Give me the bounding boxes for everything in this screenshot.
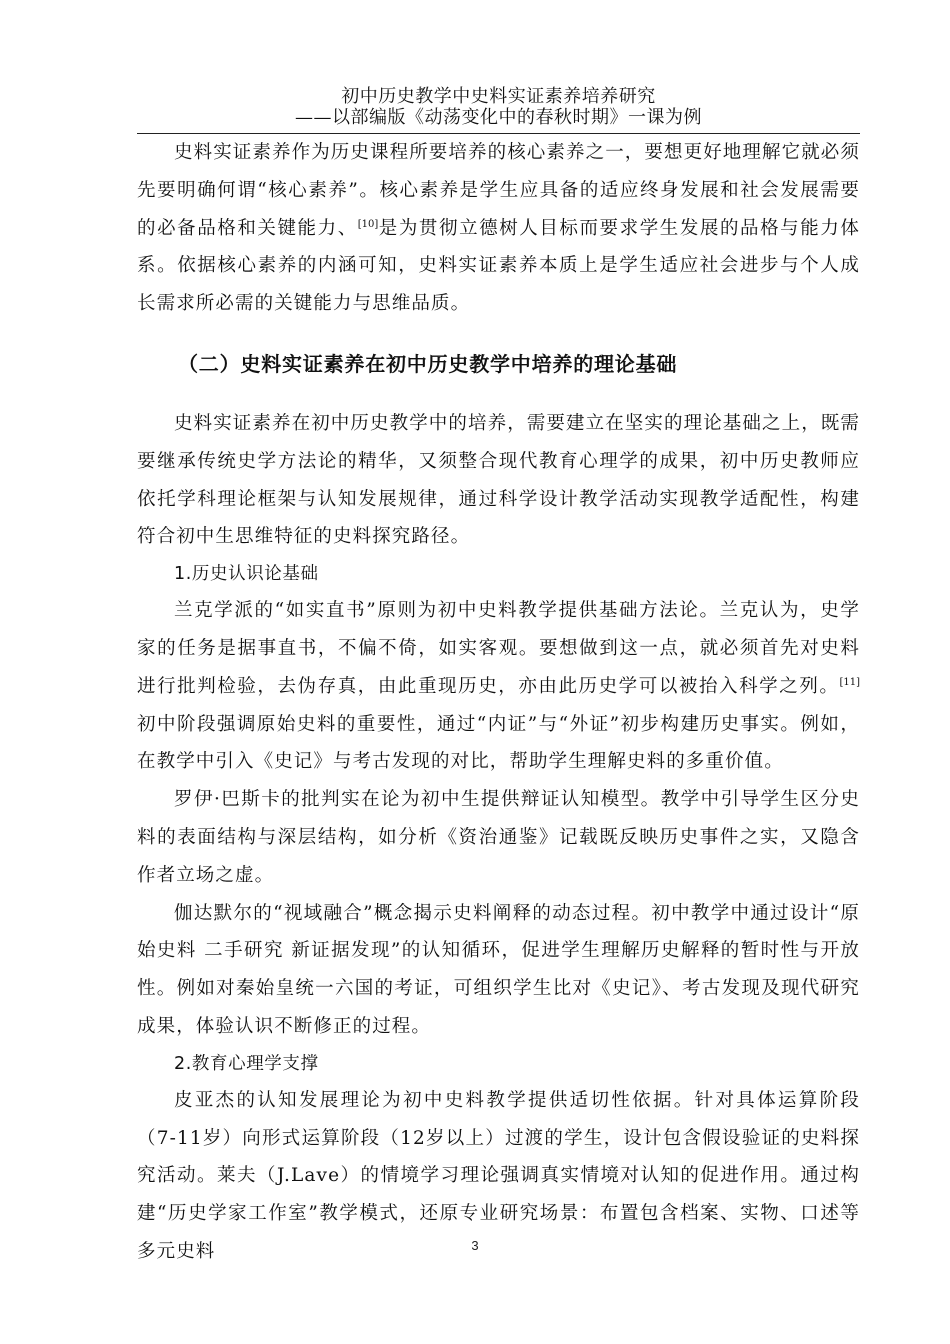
paragraph-theory-intro: 史料实证素养在初中历史教学中的培养，需要建立在坚实的理论基础之上，既需要继承传统史学方法论的精华，又须整合现代教育心理学的成果，初中历史教师应依托学科理论框架与认知发展规律，通过科学设计教学活动实现教学适配性，构建符合初中生思维特征的史料探究路径。 <box>137 412 861 548</box>
header-title-line-2: ——以部编版《动荡变化中的春秋时期》一课为例 <box>295 107 702 128</box>
subheading-historical-epistemology: 1.历史认识论基础 <box>174 564 319 585</box>
section-heading: （二）史料实证素养在初中历史教学中培养的理论基础 <box>178 351 678 376</box>
page-number: 3 <box>471 1238 479 1253</box>
running-header <box>137 86 860 128</box>
header-title-line-1: 初中历史教学中史料实证素养培养研究 <box>341 86 656 107</box>
paragraph-ranke: 兰克学派的“如实直书”原则为初中史料教学提供基础方法论。兰克认为，史学家的任务是据事直书，不偏不倚，如实客观。要想做到这一点，就必须首先对史料进行批判检验，去伪存真，由此重现历史，亦由此历史学可以被抬入科学之列。[11]初中阶段强调原始史料的重要性，通过“内证”与“外证”初步构建历史事实。例如，在教学中引入《史记》与考古发现的对比，帮助学生理解史料的多重价值。 <box>137 600 860 773</box>
body-text <box>137 134 860 1271</box>
paragraph-piaget: 皮亚杰的认知发展理论为初中史料教学提供适切性依据。针对具体运算阶段（7-11岁）向形式运算阶段（12岁以上）过渡的学生，设计包含假设验证的史料探究活动。莱夫（J.Lave）的情境学习理论强调真实情境对认知的促进作用。通过构建“历史学家工作室”教学模式，还原专业研究场景：布置包含档案、实物、口述等多元史料 <box>137 1089 860 1262</box>
paragraph-gadamer: 伽达默尔的“视域融合”概念揭示史料阐释的动态过程。初中教学中通过设计“原始史料 二手研究 新证据发现”的认知循环，促进学生理解历史解释的暂时性与开放性。例如对秦始皇统一六国的考证，可组织学生比对《史记》、考古发现及现代研究成果，体验认识不断修正的过程。 <box>137 902 860 1037</box>
paragraph-bhaskar: 罗伊·巴斯卡的批判实在论为初中生提供辩证认知模型。教学中引导学生区分史料的表面结构与深层结构，如分析《资治通鉴》记载既反映历史事件之实，又隐含作者立场之虚。 <box>137 789 860 886</box>
citation-10: [10] <box>357 218 379 230</box>
paragraph-core-literacy: 史料实证素养作为历史课程所要培养的核心素养之一，要想更好地理解它就必须先要明确何谓“核心素养”。核心素养是学生应具备的适应终身发展和社会发展需要的必备品格和关键能力、[10]是为贯彻立德树人目标而要求学生发展的品格与能力体系。依据核心素养的内涵可知，史料实证素养本质上是学生适应社会进步与个人成长需求所必需的关键能力与思维品质。 <box>137 142 861 315</box>
citation-11: [11] <box>839 676 860 688</box>
subheading-educational-psychology: 2.教育心理学支撑 <box>174 1053 319 1074</box>
